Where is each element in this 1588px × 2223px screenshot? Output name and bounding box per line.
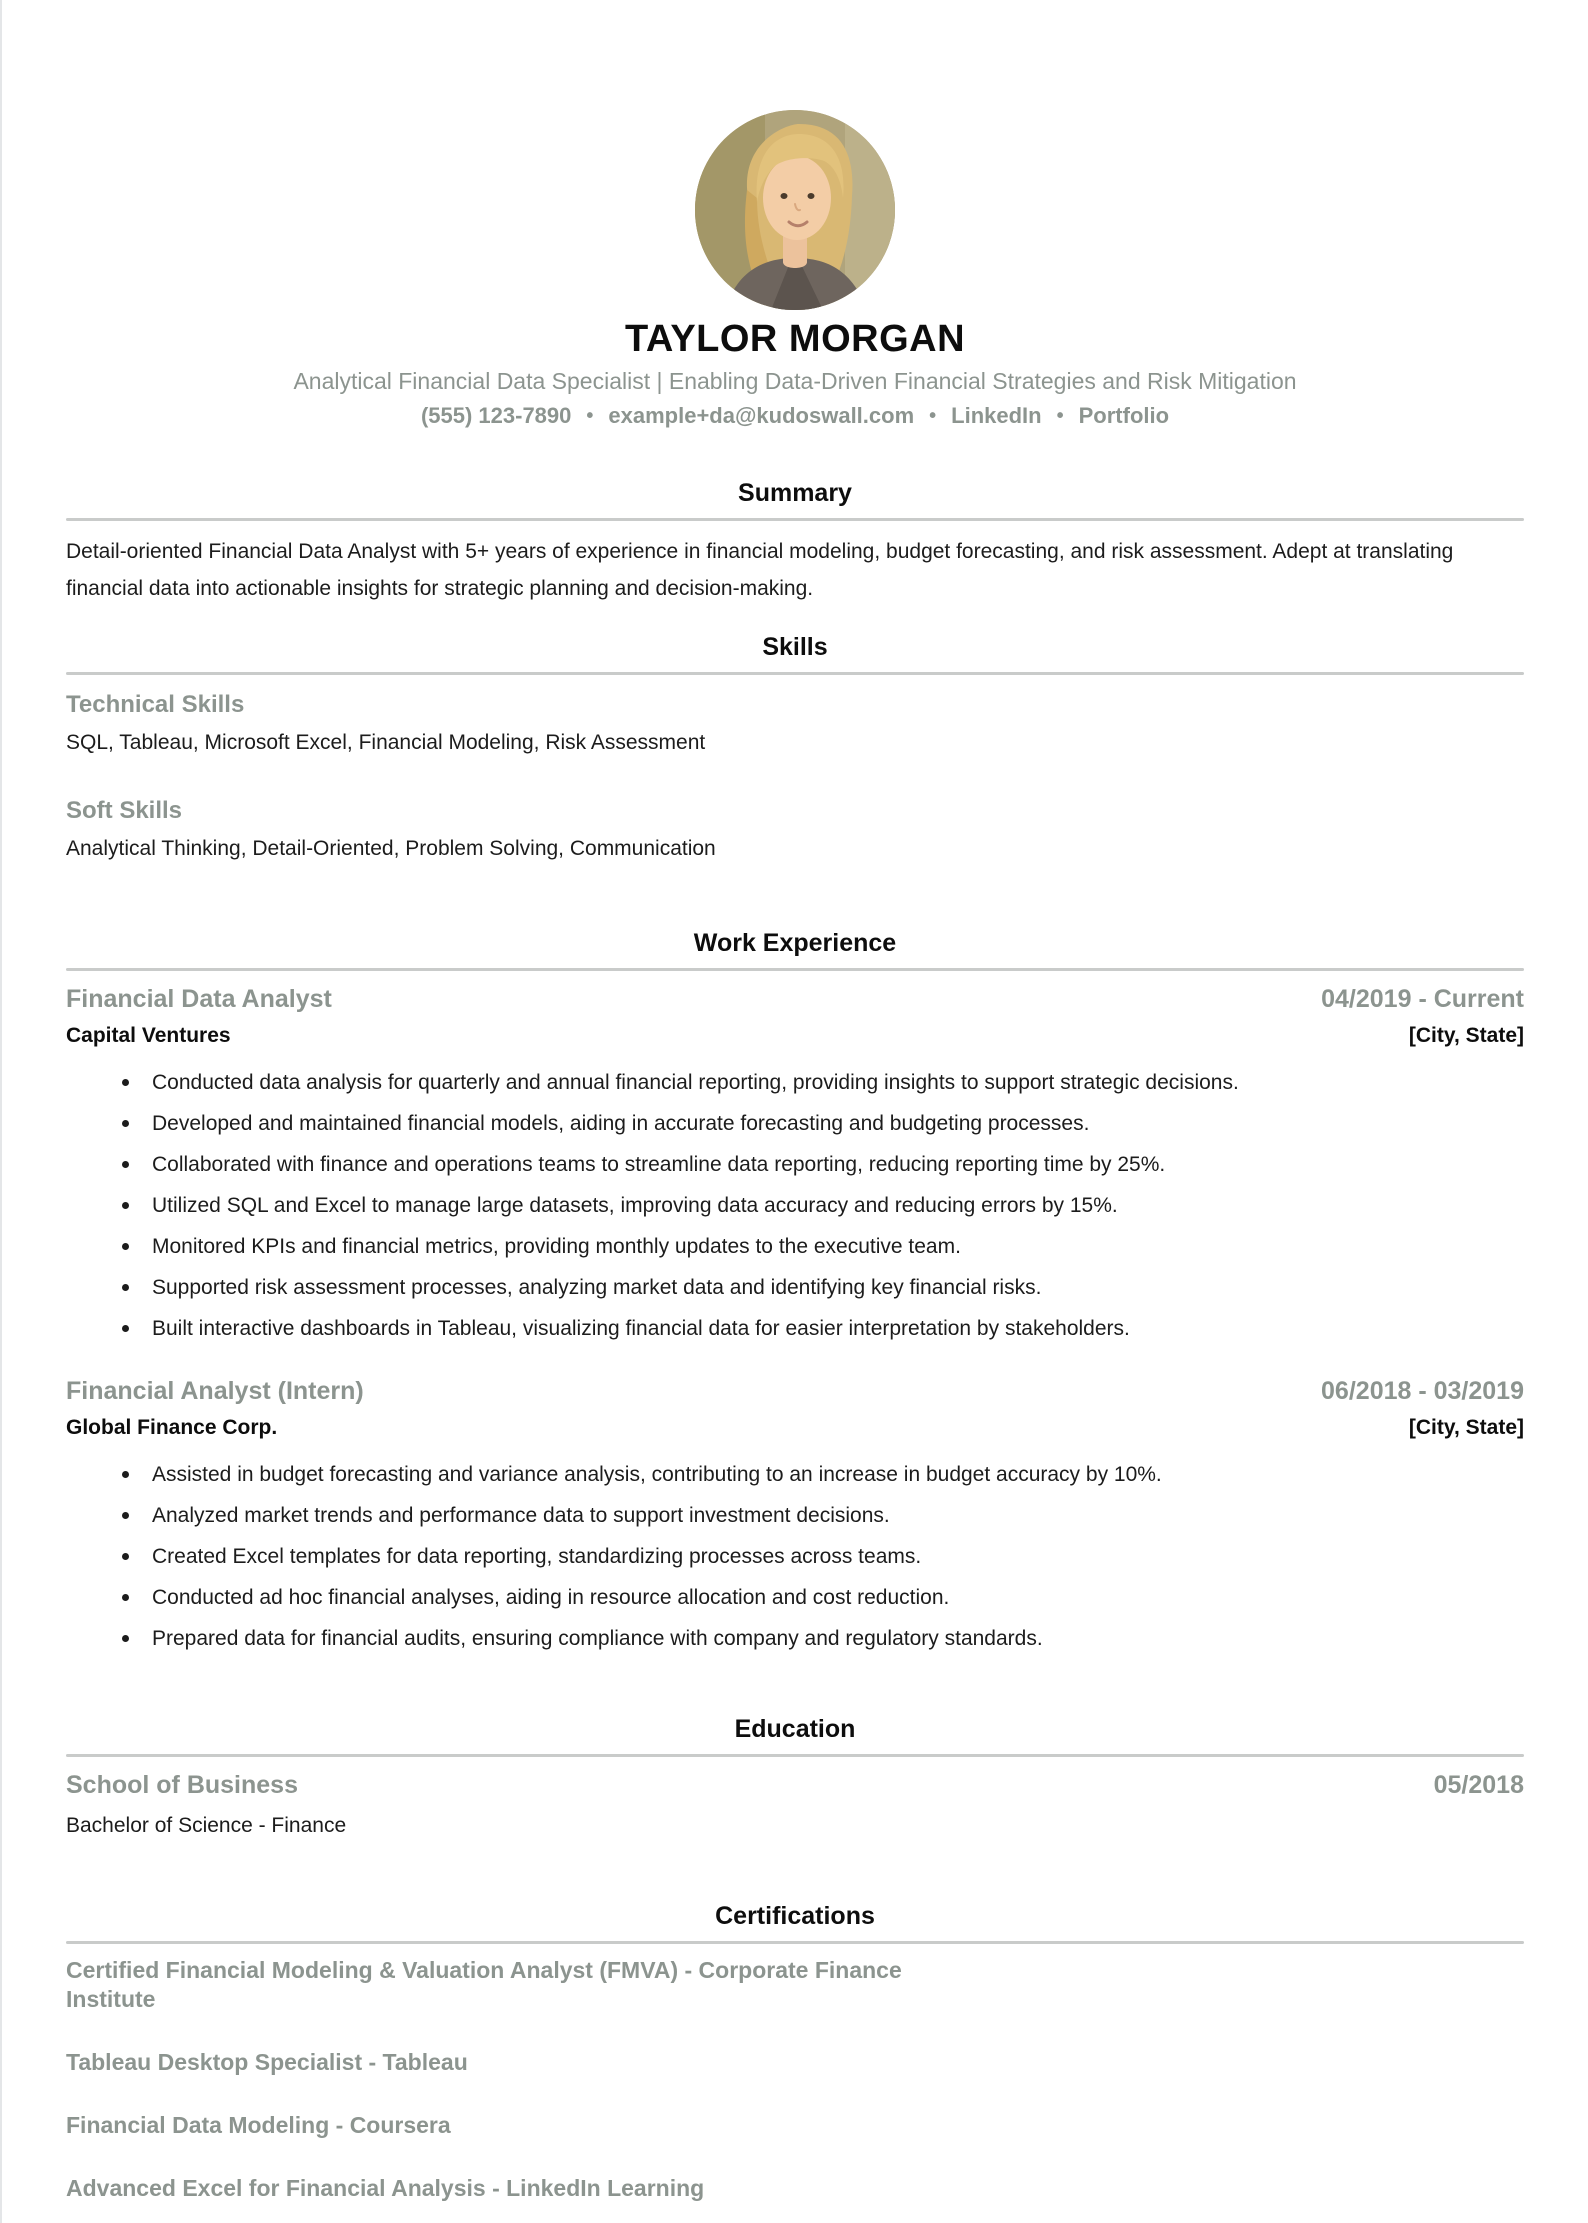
bullet-item	[66, 1495, 1524, 1536]
education-title: Education	[734, 1715, 856, 1743]
school-name: School of Business	[66, 1771, 298, 1799]
phone-number: (555) 123-7890	[420, 403, 572, 428]
job-dates: 04/2019 - Current	[1321, 985, 1524, 1013]
bullet-item	[66, 1536, 1524, 1577]
section-divider	[66, 518, 1524, 521]
company-name: Global Finance Corp.	[66, 1416, 278, 1439]
company-location: [City, State]	[1408, 1416, 1524, 1439]
profile-photo	[695, 110, 895, 310]
bullet-item	[66, 1226, 1524, 1267]
certification-list	[66, 1956, 1524, 2203]
email-link[interactable]: example+da@kudoswall.com	[608, 403, 915, 428]
bullet-dot	[122, 1635, 129, 1642]
bullet-dot	[122, 1471, 129, 1478]
bullet-dot	[122, 1325, 129, 1332]
candidate-tagline: Analytical Financial Data Specialist | Enabling Data-Driven Financial Strategies and Risk Mitigation	[293, 368, 1297, 394]
bullet-text: Monitored KPIs and financial metrics, providing monthly updates to the executive team.	[152, 1235, 961, 1258]
certification-item: Certified Financial Modeling & Valuation Analyst (FMVA) - Corporate Finance Institute	[66, 1957, 902, 2012]
bullet-dot	[122, 1594, 129, 1601]
job-header	[66, 985, 1524, 1014]
graduation-date: 05/2018	[1433, 1771, 1524, 1799]
certification-item: Financial Data Modeling - Coursera	[66, 2112, 451, 2138]
job-entry	[66, 985, 1524, 1349]
contact-line	[66, 403, 1524, 429]
section-divider	[66, 672, 1524, 675]
company-row	[66, 1416, 1524, 1440]
work-experience-title: Work Experience	[693, 929, 897, 957]
job-entry	[66, 1377, 1524, 1659]
bullet-separator: •	[1056, 404, 1064, 427]
bullet-dot	[122, 1161, 129, 1168]
bullet-item	[66, 1577, 1524, 1618]
bullet-dot	[122, 1079, 129, 1086]
education-header	[66, 1771, 1524, 1800]
linkedin-link[interactable]: LinkedIn	[951, 403, 1042, 428]
bullet-item	[66, 1308, 1524, 1349]
bullet-text: Developed and maintained financial models, aiding in accurate forecasting and budgeting processes.	[152, 1112, 1090, 1135]
bullet-text: Analyzed market trends and performance data to support investment decisions.	[152, 1504, 890, 1527]
bullet-item	[66, 1144, 1524, 1185]
job-bullet-list	[66, 1062, 1524, 1349]
portfolio-link[interactable]: Portfolio	[1078, 403, 1170, 428]
bullet-text: Created Excel templates for data reporting, standardizing processes across teams.	[152, 1545, 922, 1568]
bullet-item	[66, 1062, 1524, 1103]
section-education	[66, 1715, 1524, 1838]
certifications-title: Certifications	[715, 1902, 875, 1930]
skills-title: Skills	[762, 633, 828, 661]
skill-group-soft	[66, 797, 1524, 861]
job-header	[66, 1377, 1524, 1406]
job-bullet-list	[66, 1454, 1524, 1659]
skill-group-items: SQL, Tableau, Microsoft Excel, Financial Modeling, Risk Assessment	[66, 731, 706, 754]
section-skills	[66, 633, 1524, 861]
bullet-text: Conducted ad hoc financial analyses, aiding in resource allocation and cost reduction.	[152, 1586, 950, 1609]
summary-text: Detail-oriented Financial Data Analyst with 5+ years of experience in financial modeling, budget forecasting, and risk assessment. Adept at translating financial data into actionable insights for strategic planning and decision-making.	[66, 540, 1454, 600]
company-location: [City, State]	[1408, 1024, 1524, 1047]
summary-title: Summary	[738, 479, 852, 507]
bullet-text: Conducted data analysis for quarterly and annual financial reporting, providing insights to support strategic decisions.	[152, 1071, 1239, 1094]
bullet-item	[66, 1267, 1524, 1308]
bullet-text: Supported risk assessment processes, analyzing market data and identifying key financial risks.	[152, 1276, 1042, 1299]
bullet-text: Prepared data for financial audits, ensuring compliance with company and regulatory standards.	[152, 1627, 1043, 1650]
company-name: Capital Ventures	[66, 1024, 231, 1047]
bullet-dot	[122, 1553, 129, 1560]
section-certifications	[66, 1902, 1524, 2203]
bullet-separator: •	[929, 404, 937, 427]
section-summary	[66, 479, 1524, 607]
candidate-name: TAYLOR MORGAN	[624, 318, 966, 360]
section-divider	[66, 1754, 1524, 1757]
bullet-text: Built interactive dashboards in Tableau, visualizing financial data for easier interpretation by stakeholders.	[152, 1317, 1130, 1340]
degree: Bachelor of Science - Finance	[66, 1814, 347, 1837]
bullet-dot	[122, 1243, 129, 1250]
section-divider	[66, 968, 1524, 971]
bullet-text: Utilized SQL and Excel to manage large datasets, improving data accuracy and reducing errors by 15%.	[152, 1194, 1118, 1217]
bullet-dot	[122, 1512, 129, 1519]
resume-header	[66, 110, 1524, 429]
bullet-dot	[122, 1284, 129, 1291]
bullet-item	[66, 1454, 1524, 1495]
bullet-item	[66, 1618, 1524, 1659]
skill-group-label: Soft Skills	[66, 797, 183, 824]
job-role: Financial Analyst (Intern)	[66, 1377, 364, 1405]
bullet-text: Assisted in budget forecasting and variance analysis, contributing to an increase in budget accuracy by 10%.	[152, 1463, 1162, 1486]
bullet-dot	[122, 1120, 129, 1127]
company-row	[66, 1024, 1524, 1048]
skill-group-technical	[66, 691, 1524, 755]
job-role: Financial Data Analyst	[66, 985, 332, 1013]
certification-item: Advanced Excel for Financial Analysis - LinkedIn Learning	[66, 2175, 705, 2201]
job-dates: 06/2018 - 03/2019	[1321, 1377, 1524, 1405]
bullet-text: Collaborated with finance and operations teams to streamline data reporting, reducing reporting time by 25%.	[152, 1153, 1166, 1176]
section-work-experience	[66, 929, 1524, 1659]
bullet-item	[66, 1185, 1524, 1226]
bullet-separator: •	[586, 404, 594, 427]
bullet-dot	[122, 1202, 129, 1209]
skill-group-label: Technical Skills	[66, 691, 245, 718]
section-divider	[66, 1941, 1524, 1944]
skill-group-items: Analytical Thinking, Detail-Oriented, Problem Solving, Communication	[66, 837, 716, 860]
certification-item: Tableau Desktop Specialist - Tableau	[66, 2049, 468, 2075]
bullet-item	[66, 1103, 1524, 1144]
